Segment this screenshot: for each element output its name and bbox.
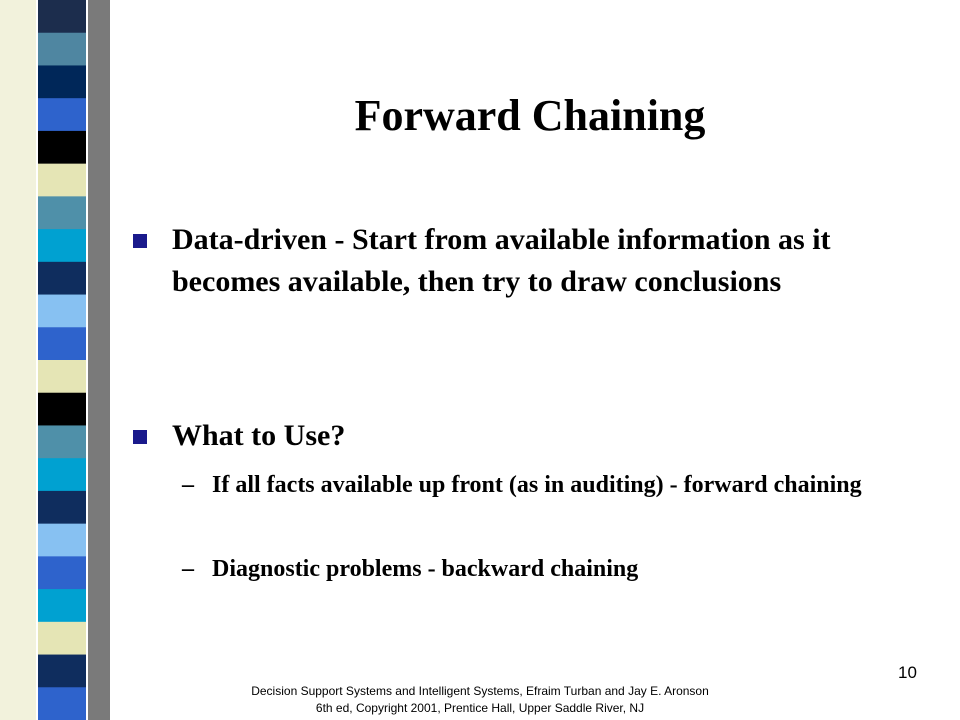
stripe-block xyxy=(38,131,86,164)
stripe-block xyxy=(38,622,86,655)
subitem-forward-chaining: If all facts available up front (as in auditing) - forward chaining xyxy=(212,472,862,498)
stripe-block xyxy=(38,360,86,393)
decorative-side-stripe xyxy=(0,0,110,720)
bullet-square-2 xyxy=(133,430,147,444)
stripe-block xyxy=(38,524,86,557)
stripe-block xyxy=(38,229,86,262)
footer-citation xyxy=(200,683,760,717)
subitem-dash-1: – xyxy=(182,472,194,498)
stripe-block xyxy=(38,65,86,98)
stripe-block xyxy=(38,327,86,360)
page-number: 10 xyxy=(898,663,917,682)
stripe-block xyxy=(38,589,86,622)
bullet-data-driven: Data-driven - Start from available information as it becomes available, then try to draw conclusions xyxy=(172,223,831,298)
stripe-block xyxy=(38,491,86,524)
subitem-backward-chaining: Diagnostic problems - backward chaining xyxy=(212,556,639,582)
stripe-block xyxy=(38,262,86,295)
footer-line-1: Decision Support Systems and Intelligent Systems, Efraim Turban and Jay E. Aronson xyxy=(251,684,709,698)
footer-line-2: 6th ed, Copyright 2001, Prentice Hall, Upper Saddle River, NJ xyxy=(315,701,645,715)
stripe-block xyxy=(38,655,86,688)
stripe-block xyxy=(38,33,86,66)
stripe-block xyxy=(38,425,86,458)
subitem-dash-2: – xyxy=(182,556,194,582)
stripe-block xyxy=(38,556,86,589)
stripe-block xyxy=(38,458,86,491)
stripe-block xyxy=(38,687,86,720)
stripe-block xyxy=(38,164,86,197)
stripe-block xyxy=(38,98,86,131)
bullet-what-to-use: What to Use? xyxy=(172,419,346,452)
slide-title: Forward Chaining xyxy=(354,91,706,140)
stripe-block xyxy=(38,196,86,229)
bullet-square-1 xyxy=(133,234,147,248)
stripe-block xyxy=(38,295,86,328)
stripe-block xyxy=(38,393,86,426)
stripe-block xyxy=(38,0,86,33)
